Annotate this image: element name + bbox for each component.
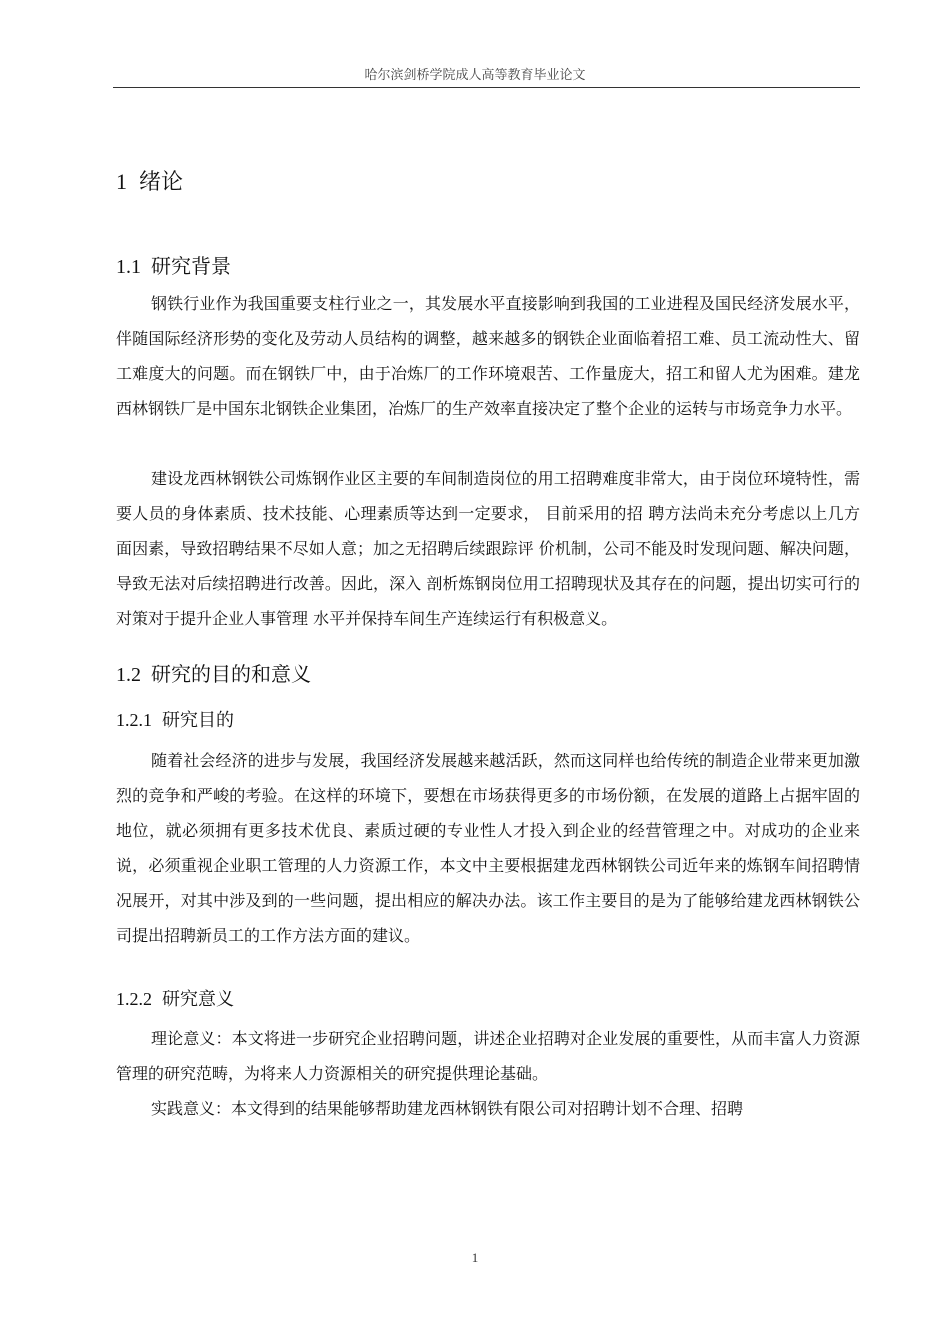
page-number: 1 [471,1250,479,1265]
paragraph-purpose: 随着社会经济的进步与发展，我国经济发展越来越活跃，然而这同样也给传统的制造企业带来更加激烈的竞争和严峻的考验。在这样的环境下，要想在市场获得更多的市场份额，在发展的道路上占据牢固的地位，就必须拥有更多技术优良、素质过硬的专业性人才投入到企业的经营管理之中。对成功的企业来说，必须重视企业职工管理的人力资源工作，本文中主要根据建龙西林钢铁公司近年来的炼钢车间招聘情况展开，对其中涉及到的一些问题，提出相应的解决办法。该工作主要目的是为了能够给建龙西林钢铁公司提出招聘新员工的工作方法方面的建议。 [116,751,860,945]
subsection-number: 1.2.2 [116,989,152,1009]
section-number: 1.1 [116,256,141,278]
paragraph-background-1: 钢铁行业作为我国重要支柱行业之一，其发展水平直接影响到我国的工业进程及国民经济发展水平，伴随国际经济形势的变化及劳动人员结构的调整，越来越多的钢铁企业面临着招工难、员工流动性大、留工难度大的问题。而在钢铁厂中，由于冶炼厂的工作环境艰苦、工作量庞大，招工和留人尤为困难。建龙西林钢铁厂是中国东北钢铁企业集团，冶炼厂的生产效率直接决定了整个企业的运转与市场竞争力水平。 [116,294,860,418]
subsection-heading-1-2-2 [116,985,234,1011]
section-title: 研究的目的和意义 [151,662,311,686]
running-header: 哈尔滨剑桥学院成人高等教育毕业论文 [364,68,586,83]
paragraph-practical-significance: 实践意义：本文得到的结果能够帮助建龙西林钢铁有限公司对招聘计划不合理、招聘 [151,1099,744,1118]
subsection-number: 1.2.1 [116,710,152,730]
chapter-number: 1 [116,169,127,194]
chapter-title: 绪论 [139,170,184,195]
paragraph-background-2: 建设龙西林钢铁公司炼钢作业区主要的车间制造岗位的用工招聘难度非常大，由于岗位环境特性，需要人员的身体素质、技术技能、心理素质等达到一定要求， 目前采用的招 聘方法尚未充分考虑以上几方面因素，导致招聘结果不尽如人意；加之无招聘后续跟踪评 价机制，公司不能及时发现问题、解决问题，导致无法对后续招聘进行改善。因此，深入 剖析炼钢岗位用工招聘现状及其存在的问题，提出切实可行的对策对于提升企业人事管理 水平并保持车间生产连续运行有积极意义。 [116,469,860,628]
section-number: 1.2 [116,664,141,686]
subsection-title: 研究目的 [162,710,234,731]
header-divider [113,87,860,88]
subsection-title: 研究意义 [162,989,234,1010]
section-title: 研究背景 [151,254,231,278]
chapter-heading [116,165,183,196]
section-heading-1-1 [116,250,231,279]
paragraph-theoretical-significance: 理论意义：本文将进一步研究企业招聘问题，讲述企业招聘对企业发展的重要性，从而丰富人力资源管理的研究范畴，为将来人力资源相关的研究提供理论基础。 [116,1029,860,1083]
subsection-heading-1-2-1 [116,706,234,732]
section-heading-1-2 [116,658,311,687]
